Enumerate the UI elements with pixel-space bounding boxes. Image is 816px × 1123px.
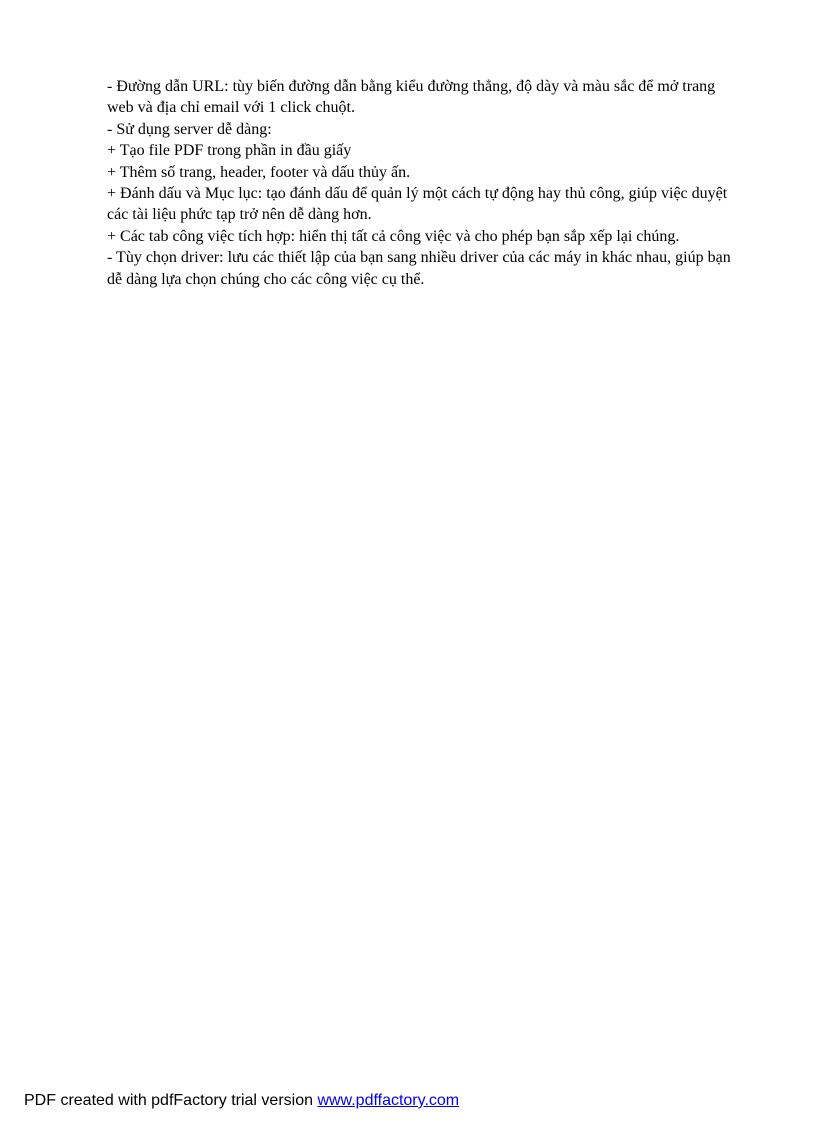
footer-link[interactable]: www.pdffactory.com <box>317 1092 460 1109</box>
paragraph-create-pdf: + Tạo file PDF trong phần in đầu giấy <box>107 142 352 160</box>
paragraph-driver-options: - Tùy chọn driver: lưu các thiết lập của bạn sang nhiều driver của các máy in khác nhau, giúp bạn dễ dàng lựa chọn chúng cho các công việc cụ thể. <box>107 249 731 288</box>
paragraph-url-paths: - Đường dẫn URL: tùy biến đường dẫn bằng kiểu đường thẳng, độ dày và màu sắc để mở trang web và địa chỉ email với 1 click chuột. <box>107 78 716 117</box>
pdf-footer <box>24 1091 459 1111</box>
paragraph-server-usage: - Sử dụng server dễ dàng: <box>107 120 272 138</box>
paragraph-page-numbers: + Thêm số trang, header, footer và dấu thủy ấn. <box>107 163 411 181</box>
paragraph-job-tabs: + Các tab công việc tích hợp: hiển thị tất cả công việc và cho phép bạn sắp xếp lại chúng. <box>107 227 680 245</box>
footer-text: PDF created with pdfFactory trial version <box>24 1092 318 1109</box>
paragraph-bookmarks: + Đánh dấu và Mục lục: tạo đánh dấu để quản lý một cách tự động hay thủ công, giúp việc duyệt các tài liệu phức tạp trở nên dễ dàng hơn. <box>107 185 728 224</box>
document-body <box>107 76 732 290</box>
